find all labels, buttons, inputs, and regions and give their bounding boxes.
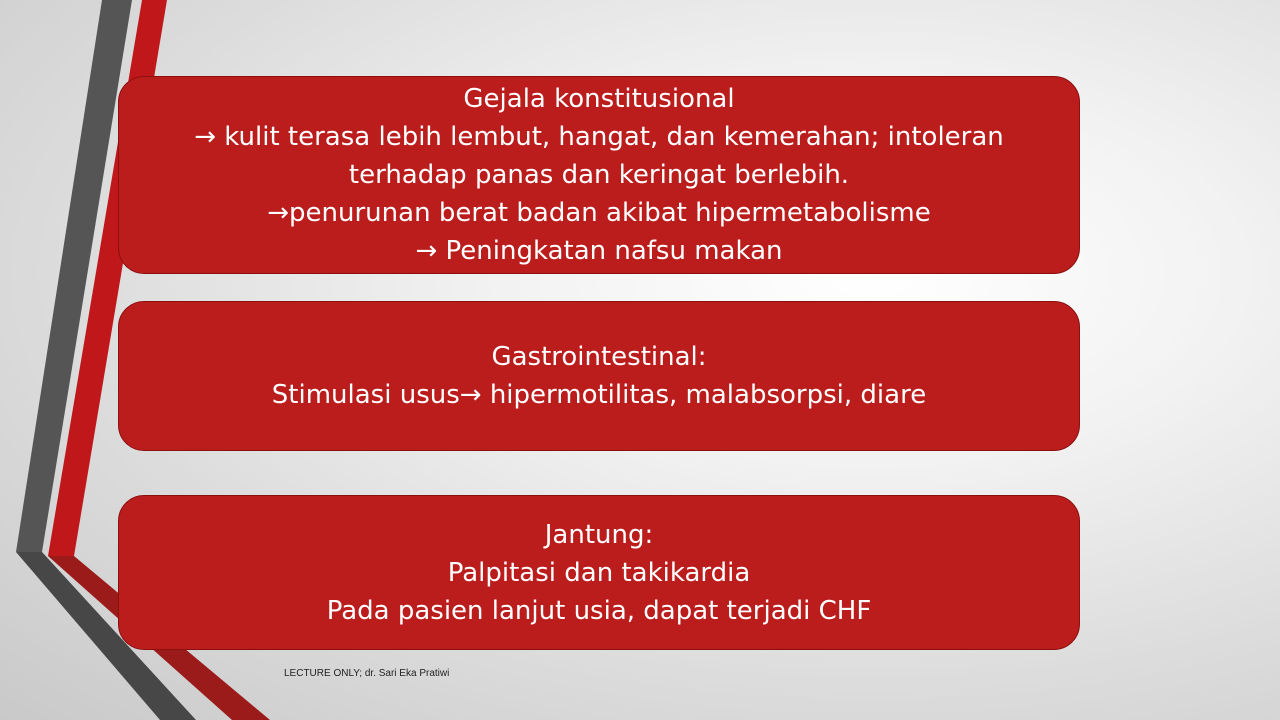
box2-line-2: Stimulasi usus→ hipermotilitas, malabsorpsi, diare [271,380,927,410]
box1-line-3: terhadap panas dan keringat berlebih. [348,160,850,190]
box3-line-1: Jantung: [544,519,654,550]
footer-credit: LECTURE ONLY; dr. Sari Eka Pratiwi [284,668,450,679]
constitutional-symptoms-box [118,76,1080,274]
box2-line-1: Gastrointestinal: [491,342,707,372]
box3-line-3: Pada pasien lanjut usia, dapat terjadi CHF [326,595,872,626]
gastrointestinal-box [118,301,1080,451]
cardiac-box [118,495,1080,650]
box1-line-5: → Peningkatan nafsu makan [415,236,783,266]
box1-line-1: Gejala konstitusional [463,84,735,114]
box3-line-2: Palpitasi dan takikardia [447,557,751,588]
box1-line-4: →penurunan berat badan akibat hipermetabolisme [267,198,931,228]
box1-line-2: → kulit terasa lebih lembut, hangat, dan kemerahan; intoleran [194,122,1004,152]
